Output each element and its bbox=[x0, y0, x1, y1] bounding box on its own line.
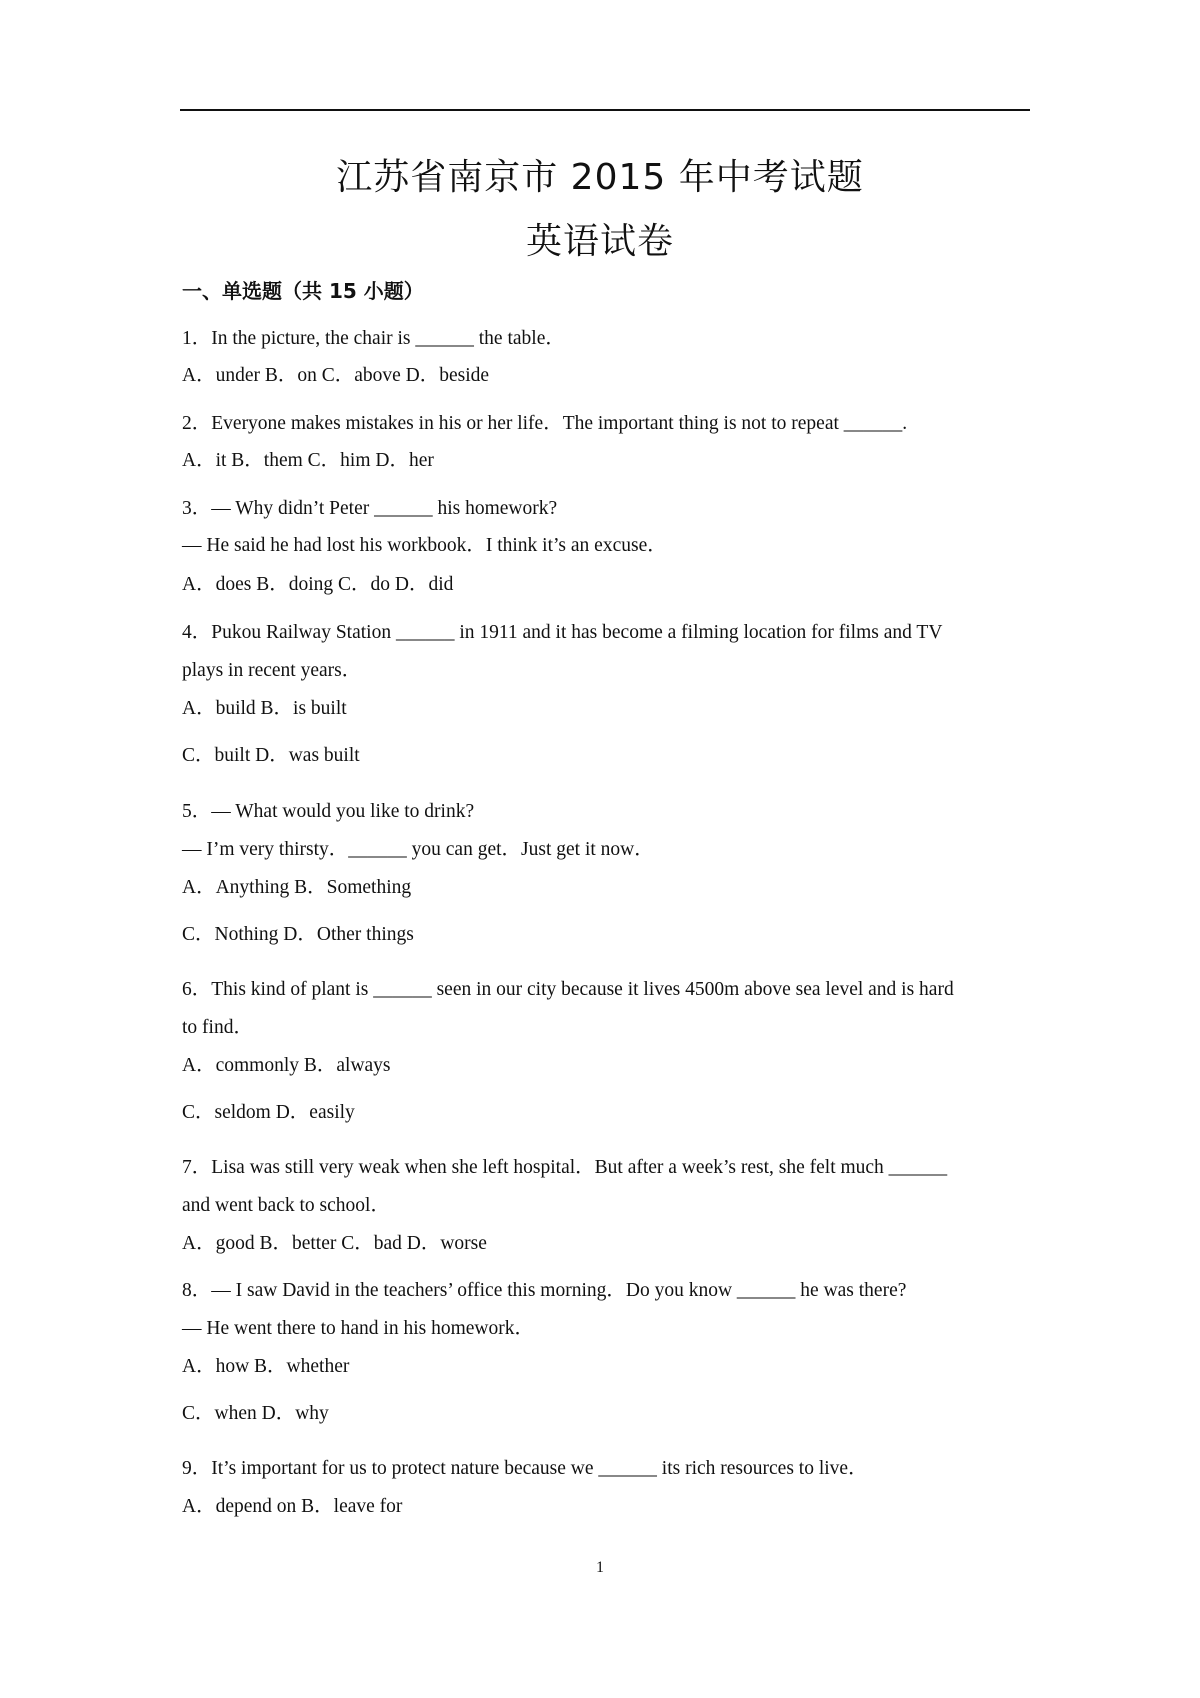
question-5-options-line-1: A．Anything B．Something bbox=[182, 877, 412, 898]
question-5-stem-line-2: — I’m very thirsty．______ you can get．Just get it now． bbox=[182, 839, 654, 860]
question-1-stem: 1．In the picture, the chair is ______ the table． bbox=[182, 328, 565, 349]
exam-subtitle: 英语试卷 bbox=[525, 221, 674, 262]
question-3-stem-line-2: — He said he had lost his workbook．I think it’s an excuse． bbox=[182, 535, 667, 556]
question-5-options-line-2: C．Nothing D．Other things bbox=[182, 924, 414, 945]
question-7-options: A．good B．better C．bad D．worse bbox=[182, 1233, 487, 1254]
question-4-stem-line-2: plays in recent years． bbox=[182, 660, 362, 681]
page-number: 1 bbox=[596, 1559, 604, 1576]
question-2-stem: 2．Everyone makes mistakes in his or her life．The important thing is not to repeat ______. bbox=[182, 413, 908, 434]
question-8-stem: 8．— I saw David in the teachers’ office this morning．Do you know ______ he was there? bbox=[182, 1280, 907, 1301]
question-3-options: A．does B．doing C．do D．did bbox=[182, 574, 454, 595]
question-3-stem: 3．— Why didn’t Peter ______ his homework? bbox=[182, 498, 558, 519]
question-4-options-line-2: C．built D．was built bbox=[182, 745, 360, 766]
exam-title: 江苏省南京市 2015 年中考试题 bbox=[336, 157, 864, 198]
question-8-options-line-2: C．when D．why bbox=[182, 1403, 329, 1424]
section-heading: 一、单选题（共 15 小题） bbox=[182, 279, 424, 303]
question-6-options-line-2: C．seldom D．easily bbox=[182, 1102, 355, 1123]
question-8-stem-line-2: — He went there to hand in his homework． bbox=[182, 1318, 535, 1339]
question-4-stem: 4．Pukou Railway Station ______ in 1911 and it has become a filming location for films and TV bbox=[182, 622, 943, 643]
question-6-options-line-1: A．commonly B．always bbox=[182, 1055, 391, 1076]
question-9-stem: 9．It’s important for us to protect nature because we ______ its rich resources to live． bbox=[182, 1458, 868, 1479]
question-4-options-line-1: A．build B．is built bbox=[182, 698, 347, 719]
question-9-options: A．depend on B．leave for bbox=[182, 1496, 403, 1517]
question-2-options: A．it B．them C．him D．her bbox=[182, 450, 434, 471]
question-7-stem: 7．Lisa was still very weak when she left hospital．But after a week’s rest, she felt much ______ bbox=[182, 1157, 948, 1178]
question-6-stem-line-2: to find． bbox=[182, 1017, 253, 1038]
question-5-stem: 5．— What would you like to drink? bbox=[182, 801, 475, 822]
question-6-stem: 6．This kind of plant is ______ seen in our city because it lives 4500m above sea level and is hard bbox=[182, 979, 954, 1000]
header-rule bbox=[180, 109, 1030, 111]
question-8-options-line-1: A．how B．whether bbox=[182, 1356, 350, 1377]
question-7-stem-line-2: and went back to school． bbox=[182, 1195, 390, 1216]
question-1-options: A．under B．on C．above D．beside bbox=[182, 365, 490, 386]
